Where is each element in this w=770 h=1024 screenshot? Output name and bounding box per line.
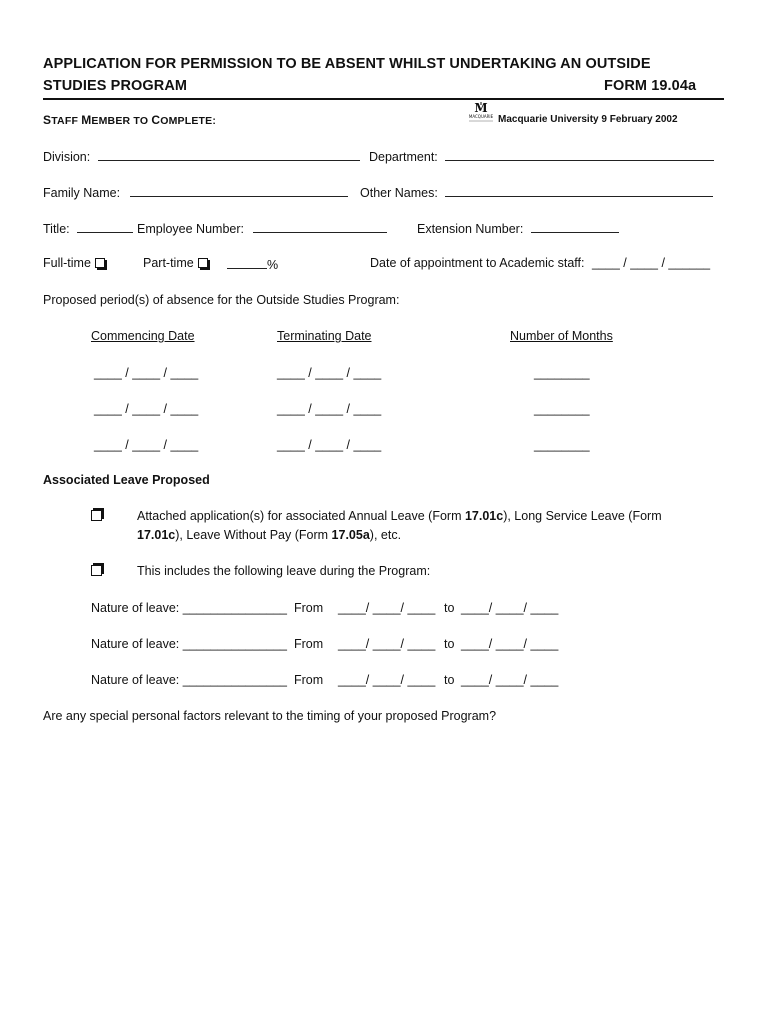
special-factors-question: Are any special personal factors relevant to the timing of your proposed Program? xyxy=(43,709,497,723)
attached-application-checkbox[interactable] xyxy=(91,510,102,521)
extension-number-field[interactable] xyxy=(531,220,619,233)
family-name-label: Family Name: xyxy=(43,186,121,200)
to-label: to xyxy=(444,601,455,615)
terminating-date-field[interactable]: ____ / ____ / ____ xyxy=(277,366,382,380)
associated-leave-heading: Associated Leave Proposed xyxy=(43,473,210,487)
department-field[interactable] xyxy=(445,148,714,161)
percent-sign: % xyxy=(267,258,279,272)
nature-of-leave-label: Nature of leave: xyxy=(91,601,180,615)
terminating-date-field[interactable]: ____ / ____ / ____ xyxy=(277,402,382,416)
to-date-field[interactable]: ____/ ____/ ____ xyxy=(461,673,559,687)
to-label: to xyxy=(444,673,455,687)
full-time-label: Full-time xyxy=(43,256,91,270)
special-factors-answer-area[interactable] xyxy=(43,730,724,1010)
extension-number-row xyxy=(417,220,619,236)
nature-of-leave-row xyxy=(91,601,287,615)
nature-of-leave-field[interactable]: _______________ xyxy=(182,673,288,687)
division-row xyxy=(43,148,360,164)
family-name-row xyxy=(43,184,348,200)
months-field[interactable]: ________ xyxy=(534,402,590,416)
commencing-date-header: Commencing Date xyxy=(91,329,195,343)
staff-heading: STAFF MEMBER TO COMPLETE: xyxy=(43,113,217,127)
commencing-date-field[interactable]: ____ / ____ / ____ xyxy=(94,402,199,416)
svg-text:M: M xyxy=(474,101,488,115)
nature-of-leave-field[interactable]: _______________ xyxy=(182,637,288,651)
nature-of-leave-row xyxy=(91,637,287,651)
from-label: From xyxy=(294,637,324,651)
department-label: Department: xyxy=(369,150,438,164)
title-label: Title: xyxy=(43,222,70,236)
from-label: From xyxy=(294,601,324,615)
nature-of-leave-label: Nature of leave: xyxy=(91,637,180,651)
to-label: to xyxy=(444,637,455,651)
from-date-field[interactable]: ____/ ____/ ____ xyxy=(338,601,436,615)
nature-of-leave-label: Nature of leave: xyxy=(91,673,180,687)
percent-field[interactable] xyxy=(227,256,267,269)
appointment-label: Date of appointment to Academic staff: xyxy=(370,256,585,270)
header-rule xyxy=(43,98,724,100)
to-date-field[interactable]: ____/ ____/ ____ xyxy=(461,637,559,651)
from-date-field[interactable]: ____/ ____/ ____ xyxy=(338,637,436,651)
form-number: FORM 19.04a xyxy=(604,78,697,94)
title-field[interactable] xyxy=(77,220,133,233)
family-name-field[interactable] xyxy=(130,184,348,197)
terminating-date-header: Terminating Date xyxy=(277,329,372,343)
attached-application-line1: Attached application(s) for associated Annual Leave (Form 17.01c), Long Service Leave (Form xyxy=(137,509,662,523)
other-names-field[interactable] xyxy=(445,184,713,197)
absence-prompt: Proposed period(s) of absence for the Outside Studies Program: xyxy=(43,293,400,307)
part-time-label: Part-time xyxy=(143,256,194,270)
employee-number-label: Employee Number: xyxy=(137,222,244,236)
includes-leave-label: This includes the following leave during the Program: xyxy=(137,564,431,578)
months-header: Number of Months xyxy=(510,329,613,343)
nature-of-leave-field[interactable]: _______________ xyxy=(182,601,288,615)
from-label: From xyxy=(294,673,324,687)
division-label: Division: xyxy=(43,150,91,164)
commencing-date-field[interactable]: ____ / ____ / ____ xyxy=(94,438,199,452)
form-title-line2: STUDIES PROGRAM xyxy=(43,78,188,94)
includes-leave-checkbox[interactable] xyxy=(91,565,102,576)
title-row xyxy=(43,220,133,236)
university-logo-icon xyxy=(466,101,496,125)
appointment-date-field[interactable]: ____ / ____ / ______ xyxy=(591,256,711,270)
form-title-line1: APPLICATION FOR PERMISSION TO BE ABSENT WHILST UNDERTAKING AN OUTSIDE xyxy=(43,56,651,72)
months-field[interactable]: ________ xyxy=(534,366,590,380)
department-row xyxy=(369,148,714,164)
full-time-checkbox[interactable] xyxy=(95,258,105,268)
extension-number-label: Extension Number: xyxy=(417,222,524,236)
employee-number-field[interactable] xyxy=(253,220,387,233)
other-names-label: Other Names: xyxy=(360,186,438,200)
attached-application-line2: 17.01c), Leave Without Pay (Form 17.05a), etc. xyxy=(137,528,402,542)
employee-number-row xyxy=(137,220,387,236)
full-time-option xyxy=(43,256,105,270)
part-time-percent xyxy=(227,256,278,272)
commencing-date-field[interactable]: ____ / ____ / ____ xyxy=(94,366,199,380)
logo-text: MACQUARIE xyxy=(468,114,494,119)
part-time-checkbox[interactable] xyxy=(198,258,208,268)
to-date-field[interactable]: ____/ ____/ ____ xyxy=(461,601,559,615)
part-time-option xyxy=(143,256,208,270)
university-note: Macquarie University 9 February 2002 xyxy=(498,114,678,125)
nature-of-leave-row xyxy=(91,673,287,687)
terminating-date-field[interactable]: ____ / ____ / ____ xyxy=(277,438,382,452)
from-date-field[interactable]: ____/ ____/ ____ xyxy=(338,673,436,687)
appointment-row xyxy=(370,256,710,270)
other-names-row xyxy=(360,184,713,200)
division-field[interactable] xyxy=(98,148,360,161)
months-field[interactable]: ________ xyxy=(534,438,590,452)
